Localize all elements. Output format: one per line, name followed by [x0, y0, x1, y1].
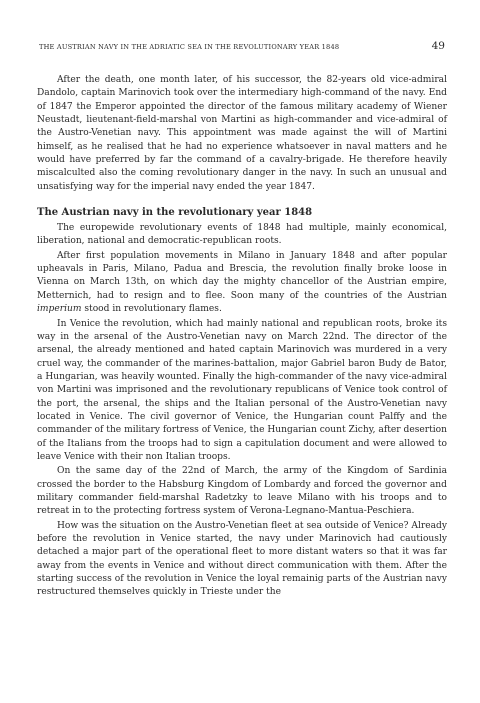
- page-number: 49: [431, 40, 445, 52]
- paragraph-4: In Venice the revolution, which had mainly national and republican roots, broke its way in the arsenal of the Austro-Venetian navy on March 22nd. The director of the arsenal, the already mentioned and hated captain Marinovich was murdered in a very cruel way, the commander of the marines-battalion, major Gabriel baron Budy de Bator, a Hungarian, was heavily wounted. Finally the high-commander of the navy vice-admiral von Martini was imprisoned and the revolutionary republicans of Venice took control of the port, the arsenal, the ships and the Italian personal of the Austro-Venetian navy located in Venice. The civil governor of Venice, the Hungarian count Palffy and the commander of the military fortress of Venice, the Hungarian count Zichy, after desertion of the Italians from the troops had to sign a capitulation document and were allowed to leave Venice with their non Italian troops.: [37, 318, 447, 462]
- paragraph-1: After the death, one month later, of his successor, the 82-years old vice-admiral Dandolo, captain Marinovich took over the intermediary high-command of the navy. End of 1847 the Emperor appointed the director of the famous military academy of Wiener Neustadt, lieutenant-field-marshal von Martini as high-commander and vice-admiral of the Austro-Venetian navy. This appointment was made against the will of Martini himself, as he realised that he had no experience whatsoever in naval matters and he would have preferred by far the command of a cavalry-brigade. He therefore heavily miscalculted also the coming revolutionary danger in the navy. In such an unusual and unsatisfying way for the imperial navy ended the year 1847.: [37, 75, 447, 192]
- paragraph-5: On the same day of the 22nd of March, the army of the Kingdom of Sardinia crossed the border to the Habsburg Kingdom of Lombardy and forced the governor and military commander field-marshal Radetzky to leave Milano with his troops and to retreat in to the protecting fortress system of Verona-Legnano-Mantua-Peschiera.: [37, 466, 447, 517]
- paragraph-3: [37, 250, 447, 317]
- page-header: [37, 40, 447, 52]
- paragraph-6: How was the situation on the Austro-Venetian fleet at sea outside of Venice? Already before the revolution in Venice started, the navy under Marinovich had cautiously detached a major part of the operational fleet to more distant waters so that it was far away from the events in Venice and without direct communication with them. After the starting success of the revolution in Venice the loyal remainig parts of the Austrian navy restructured themselves quickly in Trieste under the: [37, 520, 447, 598]
- page-content: [37, 40, 447, 600]
- paragraph-2: The europewide revolutionary events of 1848 had multiple, mainly economical, liberation, national and democratic-republican roots.: [37, 223, 447, 247]
- running-head: THE AUSTRIAN NAVY IN THE ADRIATIC SEA IN THE REVOLUTIONARY YEAR 1848: [39, 43, 340, 51]
- paragraph-3-text-b: stood in revolutionary flames.: [81, 304, 222, 315]
- section-heading: The Austrian navy in the revolutionary year 1848: [37, 207, 313, 219]
- paragraph-3-italic-term: imperium: [37, 304, 82, 315]
- paragraph-3-text-a: After first population movements in Milano in January 1848 and after popular upheavals in Paris, Milano, Padua and Brescia, the revolution finally broke loose in Vienna on March 13th, on which day the mighty chancellor of the Austrian empire, Metternich, had to resign and to flee. Soon many of the countries of the Austrian: [37, 250, 447, 301]
